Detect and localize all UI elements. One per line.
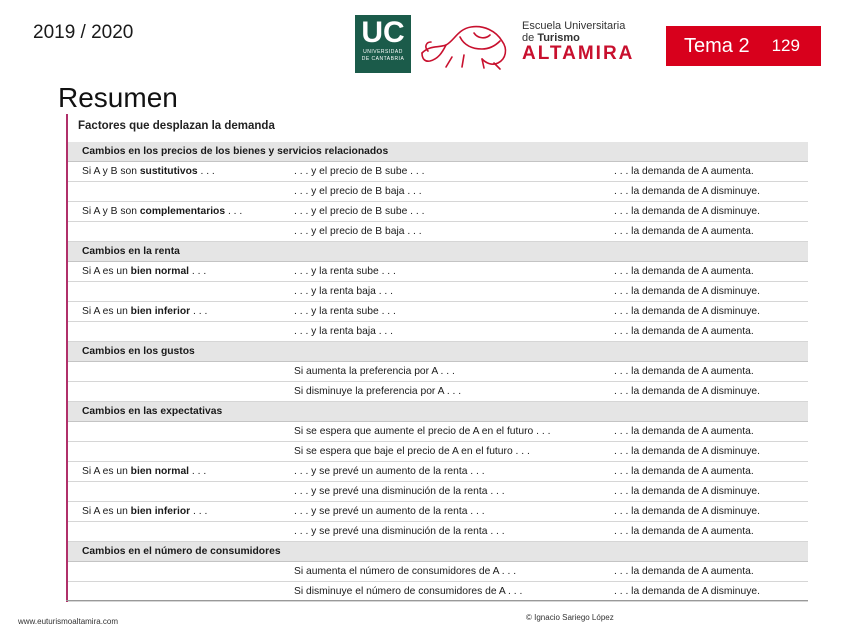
effect-cell: . . . la demanda de A disminuye. <box>614 286 760 297</box>
section-header-label: Cambios en los gustos <box>82 346 195 357</box>
section-header-label: Cambios en las expectativas <box>82 406 223 417</box>
condition-cell: Si A y B son complementarios . . . <box>82 206 243 217</box>
condition-cell: Si A y B son sustitutivos . . . <box>82 166 215 177</box>
table-row <box>68 442 808 462</box>
table-section-header <box>68 542 808 562</box>
effect-cell: . . . la demanda de A aumenta. <box>614 166 754 177</box>
table-row <box>68 422 808 442</box>
topic-badge <box>666 26 821 66</box>
table-row <box>68 502 808 522</box>
condition-cell: Si A es un bien normal . . . <box>82 466 207 477</box>
effect-cell: . . . la demanda de A disminuye. <box>614 306 760 317</box>
bison-logo-icon <box>416 15 516 73</box>
effect-cell: . . . la demanda de A aumenta. <box>614 226 754 237</box>
page-title: Resumen <box>58 82 178 113</box>
table-title: Factores que desplazan la demanda <box>78 120 275 132</box>
effect-cell: . . . la demanda de A aumenta. <box>614 426 754 437</box>
section-header-label: Cambios en la renta <box>82 246 180 257</box>
effect-cell: . . . la demanda de A aumenta. <box>614 566 754 577</box>
change-cell: . . . y la renta baja . . . <box>294 326 394 337</box>
effect-cell: . . . la demanda de A aumenta. <box>614 466 754 477</box>
change-cell: . . . y el precio de B sube . . . <box>294 166 425 177</box>
school-logo-text: Escuela Universitaria de Turismo ALTAMIRA <box>522 20 635 64</box>
change-cell: . . . y la renta baja . . . <box>294 286 394 297</box>
change-cell: . . . y el precio de B sube . . . <box>294 206 425 217</box>
effect-cell: . . . la demanda de A disminuye. <box>614 446 760 457</box>
change-cell: Si aumenta el número de consumidores de A . . . <box>294 566 517 577</box>
effect-cell: . . . la demanda de A aumenta. <box>614 526 754 537</box>
table-row <box>68 322 808 342</box>
change-cell: . . . y la renta sube . . . <box>294 266 396 277</box>
effect-cell: . . . la demanda de A disminuye. <box>614 506 760 517</box>
table-row <box>68 202 808 222</box>
table-row <box>68 482 808 502</box>
change-cell: Si se espera que baje el precio de A en el futuro . . . <box>294 446 530 457</box>
change-cell: Si se espera que aumente el precio de A en el futuro . . . <box>294 426 551 437</box>
uc-logo: UC UNIVERSIDAD DE CANTABRIA <box>355 15 411 73</box>
change-cell: . . . y el precio de B baja . . . <box>294 186 422 197</box>
table-section-header <box>68 142 808 162</box>
effect-cell: . . . la demanda de A aumenta. <box>614 326 754 337</box>
effect-cell: . . . la demanda de A disminuye. <box>614 586 760 597</box>
page-number: 129 <box>771 36 800 55</box>
year-label: 2019 / 2020 <box>33 22 134 43</box>
footer-website: www.euturismoaltamira.com <box>18 617 119 626</box>
table-row <box>68 462 808 482</box>
table-row <box>68 522 808 542</box>
table-row <box>68 182 808 202</box>
table-row <box>68 262 808 282</box>
section-header-label: Cambios en el número de consumidores <box>82 546 281 557</box>
table-row <box>68 562 808 582</box>
table-row <box>68 302 808 322</box>
change-cell: . . . y se prevé una disminución de la renta . . . <box>294 486 505 497</box>
effect-cell: . . . la demanda de A disminuye. <box>614 486 760 497</box>
condition-cell: Si A es un bien inferior . . . <box>82 306 208 317</box>
divider <box>66 600 808 601</box>
table-row <box>68 162 808 182</box>
effect-cell: . . . la demanda de A aumenta. <box>614 266 754 277</box>
table-row <box>68 222 808 242</box>
demand-factors-table <box>66 114 808 602</box>
condition-cell: Si A es un bien normal . . . <box>82 266 207 277</box>
effect-cell: . . . la demanda de A disminuye. <box>614 386 760 397</box>
table-row <box>68 362 808 382</box>
table-section-header <box>68 402 808 422</box>
change-cell: . . . y la renta sube . . . <box>294 306 396 317</box>
topic-label: Tema 2 <box>684 34 750 57</box>
change-cell: Si disminuye el número de consumidores de A . . . <box>294 586 523 597</box>
condition-cell: Si A es un bien inferior . . . <box>82 506 208 517</box>
change-cell: . . . y se prevé un aumento de la renta . . . <box>294 466 485 477</box>
effect-cell: . . . la demanda de A aumenta. <box>614 366 754 377</box>
effect-cell: . . . la demanda de A disminuye. <box>614 206 760 217</box>
table-row <box>68 382 808 402</box>
change-cell: . . . y el precio de B baja . . . <box>294 226 422 237</box>
change-cell: Si disminuye la preferencia por A . . . <box>294 386 462 397</box>
change-cell: . . . y se prevé un aumento de la renta . . . <box>294 506 485 517</box>
table-section-header <box>68 242 808 262</box>
change-cell: Si aumenta la preferencia por A . . . <box>294 366 455 377</box>
footer-copyright: © Ignacio Sariego López <box>526 613 614 622</box>
table-section-header <box>68 342 808 362</box>
table-row <box>68 282 808 302</box>
effect-cell: . . . la demanda de A disminuye. <box>614 186 760 197</box>
change-cell: . . . y se prevé una disminución de la renta . . . <box>294 526 505 537</box>
section-header-label: Cambios en los precios de los bienes y servicios relacionados <box>82 146 389 157</box>
table-row <box>68 582 808 602</box>
